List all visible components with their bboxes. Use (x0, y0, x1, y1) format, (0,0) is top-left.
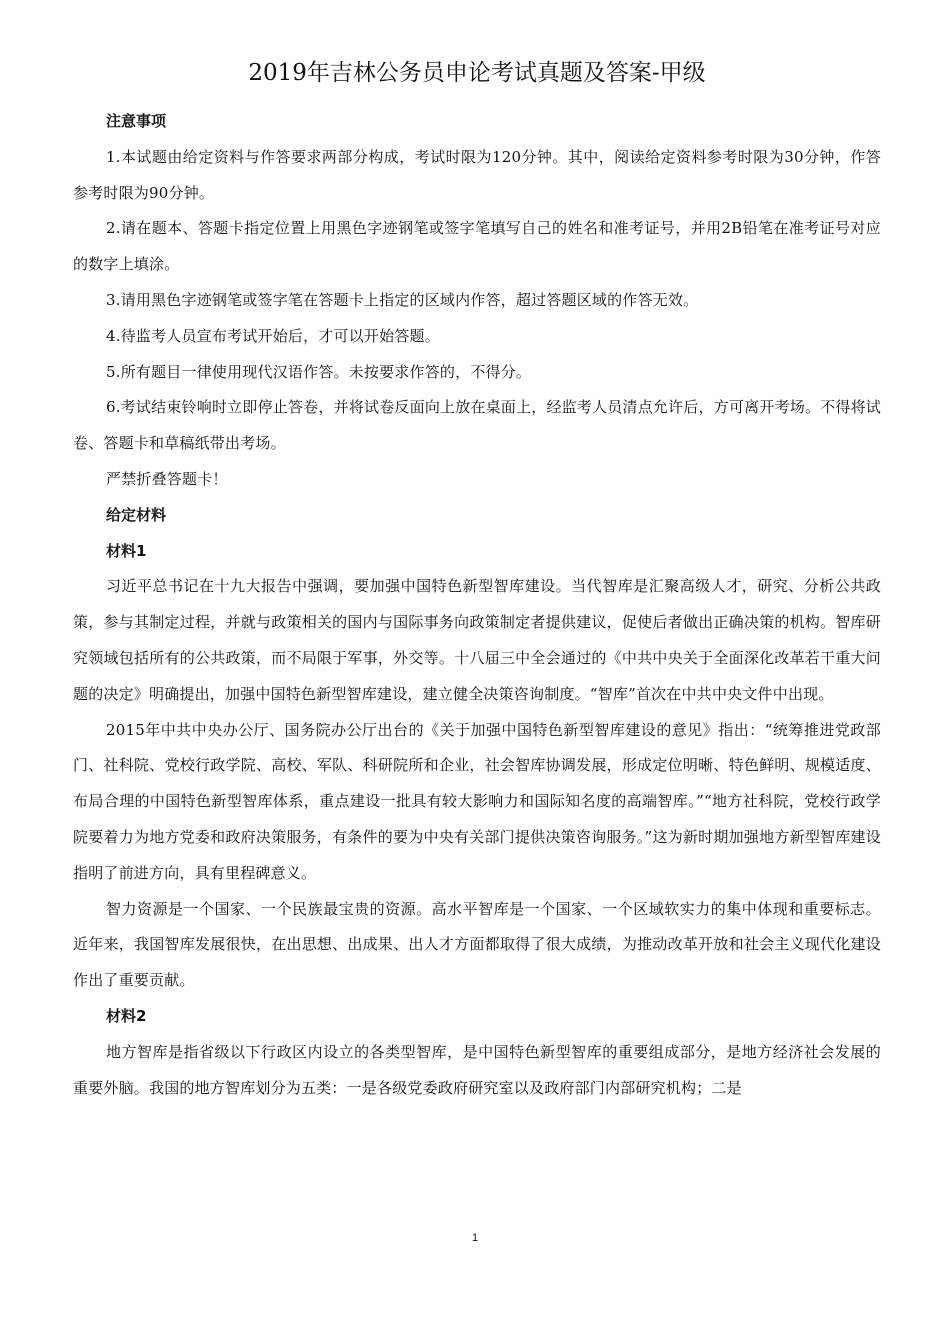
material-2-paragraph: 地方智库是指省级以下行政区内设立的各类型智库，是中国特色新型智库的重要组成部分，是地方经济社会发展的重要外脑。我国的地方智库划分为五类：一是各级党委政府研究室以及政府部门内部研究机构；二是 (73, 1042, 881, 1097)
material-1-heading: 材料1 (106, 541, 147, 560)
material-1-paragraph: 智力资源是一个国家、一个民族最宝贵的资源。高水平智库是一个国家、一个区域软实力的集中体现和重要标志。近年来，我国智库发展很快，在出思想、出成果、出人才方面都取得了很大成绩，为推动改革开放和社会主义现代化建设作出了重要贡献。 (73, 899, 881, 990)
material-1-paragraph: 习近平总书记在十九大报告中强调，要加强中国特色新型智库建设。当代智库是汇聚高级人才，研究、分析公共政策，参与其制定过程，并就与政策相关的国内与国际事务向政策制定者提供建议，促使后者做出正确决策的机构。智库研究领域包括所有的公共政策，而不局限于军事，外交等。十八届三中全会通过的《中共中央关于全面深化改革若干重大问题的决定》明确提出，加强中国特色新型智库建设，建立健全决策咨询制度。“智库”首次在中共中央文件中出现。 (73, 577, 881, 703)
notice-item: 3.请用黑色字迹钢笔或签字笔在答题卡上指定的区域内作答，超过答题区域的作答无效。 (106, 290, 699, 309)
notice-item: 1.本试题由给定资料与作答要求两部分构成，考试时限为120分钟。其中，阅读给定资料参考时限为30分钟，作答参考时限为90分钟。 (73, 147, 881, 202)
material-2-heading: 材料2 (106, 1006, 147, 1025)
document-title: 2019年吉林公务员申论考试真题及答案-甲级 (248, 60, 706, 86)
material-1-paragraph: 2015年中共中央办公厅、国务院办公厅出台的《关于加强中国特色新型智库建设的意见》指出：“统筹推进党政部门、社科院、党校行政学院、高校、军队、科研院所和企业，社会智库协调发展，形成定位明晰、特色鲜明、规模适度、布局合理的中国特色新型智库体系，重点建设一批具有较大影响力和国际知名度的高端智库。”“地方社科院，党校行政学院要着力为地方党委和政府决策服务，有条件的要为中央有关部门提供决策咨询服务。”这为新时期加强地方新型智库建设指明了前进方向，具有里程碑意义。 (73, 720, 881, 882)
materials-heading: 给定材料 (106, 505, 167, 524)
notice-item: 4.待监考人员宣布考试开始后，才可以开始答题。 (106, 326, 440, 345)
notice-item: 6.考试结束铃响时立即停止答卷，并将试卷反面向上放在桌面上，经监考人员清点允许后，方可离开考场。不得将试卷、答题卡和草稿纸带出考场。 (73, 398, 881, 453)
notice-item: 5.所有题目一律使用现代汉语作答。未按要求作答的，不得分。 (106, 362, 532, 381)
notice-item: 严禁折叠答题卡！ (106, 469, 228, 488)
page-number: 1 (471, 1232, 479, 1244)
notice-item: 2.请在题本、答题卡指定位置上用黑色字迹钢笔或签字笔填写自己的姓名和准考证号，并用2B铅笔在准考证号对应的数字上填涂。 (73, 219, 881, 274)
document-page (73, 58, 881, 1106)
notice-heading: 注意事项 (106, 112, 167, 130)
